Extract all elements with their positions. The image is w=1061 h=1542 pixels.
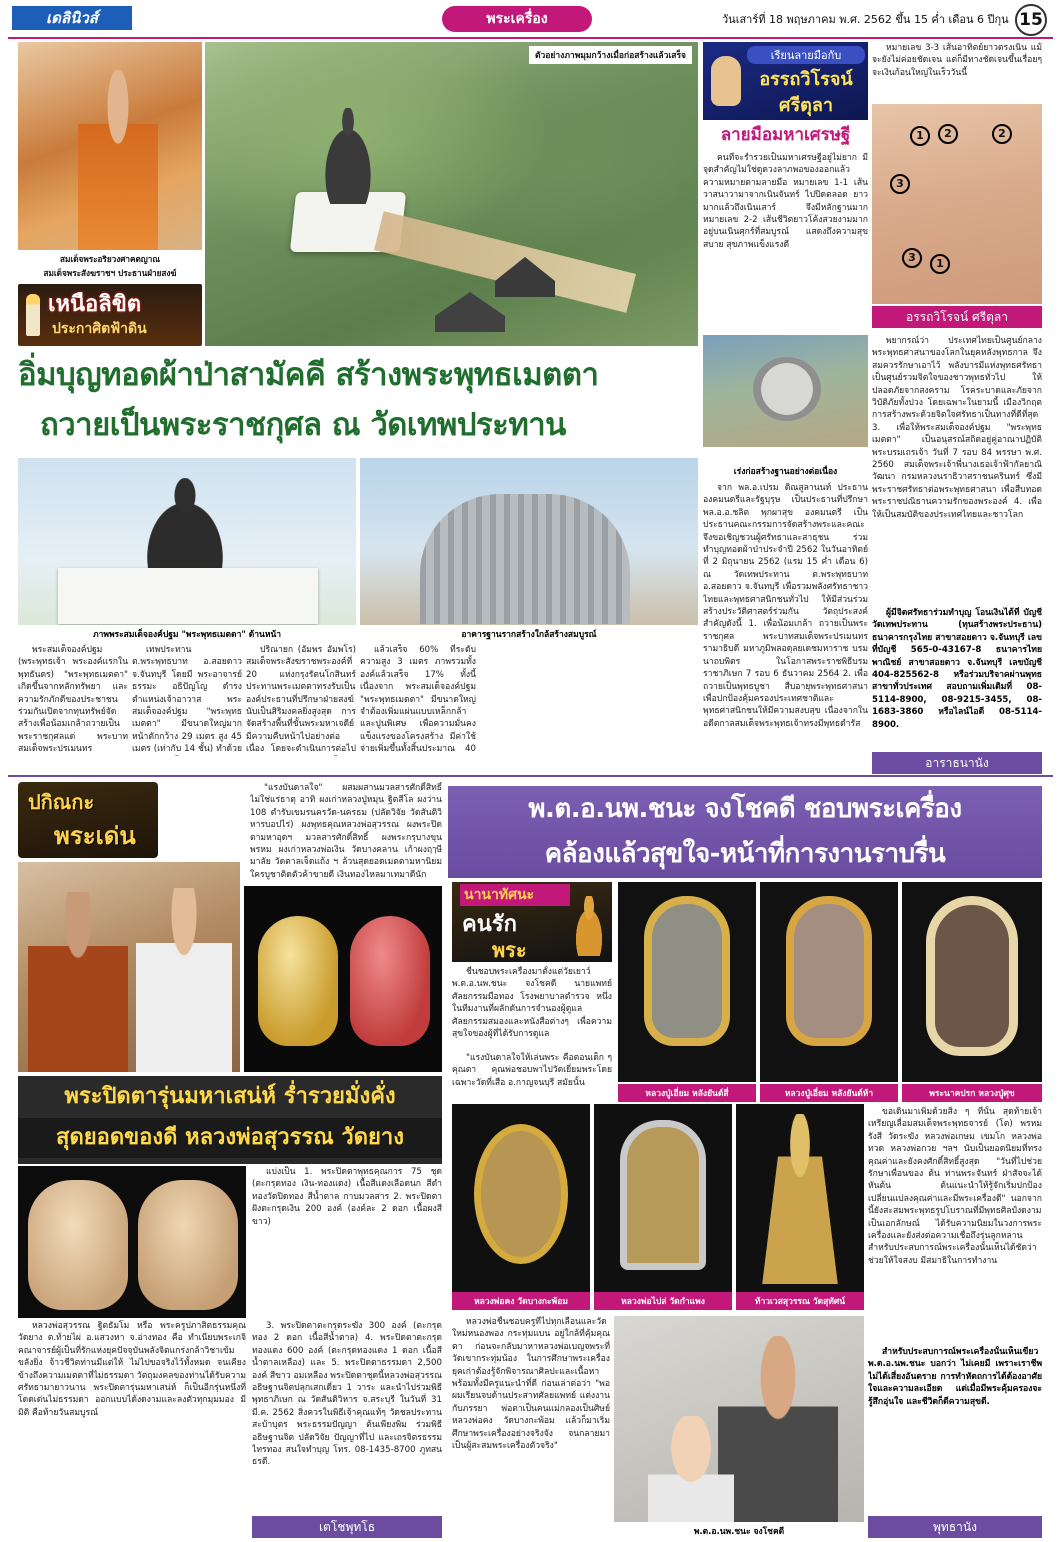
amulet-1 [644, 896, 730, 1046]
author-tag-aratananang: อาราธนานัง [872, 752, 1042, 774]
monk-figure [78, 70, 158, 250]
father-figure [718, 1336, 838, 1522]
amulet-photo-2 [760, 882, 898, 1082]
nanatatsana-line1: นานาทัศนะ [460, 884, 570, 906]
palm-marker-4: 1 [930, 254, 950, 274]
nanatatsana-line3: พระ [492, 938, 527, 962]
palm-column-logo [703, 42, 868, 120]
construction-aerial-caption: เร่งก่อสร้างฐานอย่างต่อเนื่อง [703, 462, 868, 480]
story-column-1: พระสมเด็จองค์ปฐม (พระพุทธเจ้า พระองค์แรกในพุทธันดร) "พระพุทธเมตตา" เกิดขึ้นจากหลักทรัพยา และความรักภักดีของประชาชน ร่วมกันเปิดจากทุนทรัพย์จัดสร้างเพื่อน้อมเกล้าถวายเป็นพระราชกุศลแด่ พระบาทสมเด็จพระปรเมนทร [18, 645, 128, 755]
construction-aerial-photo [703, 335, 868, 447]
author-tag-palm: อรรถวิโรจน์ ศรีตุลา [872, 306, 1042, 328]
amulet-caption-6: ท้าวเวสสุวรรณ วัดสุทัศน์ [736, 1292, 864, 1310]
candle-icon [26, 294, 40, 336]
dome [753, 357, 821, 421]
chana-quote: "แรงบันดาลใจให้เล่นพระ คือตอนเด็ก ๆ คุณตา คุณพ่อชอบพาไปวัดเยี่ยมพระโดยเฉพาะวัดที่เสือ อ.กาญจนบุรี สมัยนั้น [452, 1053, 612, 1088]
story-column-6: พยากรณ์ว่า ประเทศไทยเป็นศูนย์กลางพระพุทธศาสนาของโลกในยุคหลังพุทธกาล จึงสมควรรักษาเอาไว้ พลังบารมีแห่งพุทธศรัทธาเป็นศูนย์รวมจิตใจของชาวพุทธทั่วไป ให้ปลอดภัยจากสงคราม โรคระบาดและภัยจากวิบัติภัยทั้งปวง โดยเฉพาะในยามนี้ เมืองวิกฤต การสร้างพระด้วยจิตใจศรัทธาเป็นทางที่ดีที่สุด 3. เพื่อให้พระสมเด็จองค์ปฐม "พระพุทธเมตตา" เป็นอนุสรณ์สถิตอยู่คู่อาณาปฏิบัติพระบรมเถรเจ้า วันที่ 7 รอบ 84 พรรษา พ.ศ. 2560 สมเด็จพระเจ้าพี่นางเธอเจ้าฟ้ากัลยาณิวัฒนา กรมหลวงนราธิวาสราชนครินทร์ ซึ่งมีพระราชศรัทธาต่อพระพุทธศาสนา เพื่อสืบทอดพระราชปณิธานความรักของพระองค์ 4. เพื่อให้เป็นสมบัติของประเทศไทยและชาวโลก [872, 336, 1042, 520]
construction-photo [360, 458, 698, 642]
pidta-side-text: แบ่งเป็น 1. พระปิดตาพุทธคุณการ 75 ชุด (ตะกรุดทอง เงิน-ทองแดง) เนื้อสีแดงเลือดนก สีดำทองวัดปิดทอง สีน้ำตาล กาบมวลสาร 2. พระปิดตาฝังตะกรุดเงิน 200 องค์ (องค์ละ 2 ดอก เนื้อผงสีขาว) [252, 1167, 442, 1227]
pidta-body-2: 3. พระปิดตาตะกรุดระฆัง 300 องค์ (ตะกรุดทอง 2 ดอก เนื้อสีน้ำตาล) 4. พระปิดตาตะกรุดทองแดง 600 องค์ (ตะกรุดทองแดง 1 ดอก เนื้อสีน้ำตาลเหลือง) และ 5. พระปิดตาธรรมดา 2,500 องค์ สีขาว อมเหลือง พระปิดตาชุดนี้หลวงพ่อสุวรรณอธิษฐานจิตปลุกเสกเดี่ยว 1 วาระ และนำไปร่วมพิธีพุทธาภิเษก ณ วัดสันติวิหาร จ.สระบุรี ในวันที่ 31 มี.ค. 2562 สิ่งควรในพิธีเจ้าคุณแท้ๆ วัดชลประทาน สะบ้าบุตร พระธรรมปัญญา ต้นเพียงพิม ร่วมพิธีอธิษฐานจิต ปลัดวิจัย ปัญญาที่ไป และเถรจิตรธรรมไทรทอง สนใจทำบุญ โทร. 08-1435-8700 ภูทสนธรดี. [252, 1321, 442, 1468]
buddha-icon [570, 896, 608, 956]
pidta-body-1: หลวงพ่อสุวรรณ ฐิตธัมโม หรือ พระครูปภาสิตธรรมคุณ วัดยาง ต.ท้ายไผ่ อ.แสวงหา จ.อ่างทอง คือ ทำเนียบพระเกจิคณาจารย์ผู้เป็นที่รักแห่งยุคปัจจุบันพลังจิตแกร่งกล้าวิชาเข้มขลังยิ่ง จ้าวชีวิตท่านมีแต่ให้ ไม่ไปขอจริงไว้ทั้งหมด จนเคียงข้างถึงความเมตตาที่ไม่ธรรมดา วัตถุมงคลของท่านได้รับความศรัทธามายาวนาน พระปิดตารุ่นมหาเสน่ห์ ก็เป็นอีกรุ่นหนึ่งที่โดดเด่นไม่ธรรมดา ออกแบบได้งดงามและลงตัวทุกมุมมอง มีมิติ คือท้ายวันสมบูรณ์ [18, 1321, 246, 1418]
chana-headline-line1: พ.ต.อ.นพ.ชนะ จงโชคดี ชอบพระเครื่อง [528, 794, 962, 824]
story-column-3: ปริณายก (อัมพร อัมพโร) สมเด็จพระสังฆราชพระองค์ที่ 20 แห่งกรุงรัตนโกสินทร์ ประทานพระเมตตาทรงรับเป็นองค์ประธานที่ปรึกษาฝ่ายสงฆ์ นับเป็นสิริมงคลยิ่งสูงสุด การจัดสร้างพื้นที่ขั้นพระมหาเจดีย์ มีความคืบหน้าไปอย่างต่อเนื่อง โดยจะดำเนินการต่อไป [246, 645, 356, 755]
monk-with-man-photo [18, 862, 240, 1072]
amulet-5 [620, 1120, 706, 1270]
pidta-headline-line2: สุดยอดของดี หลวงพ่อสุวรรณ วัดยาง [18, 1118, 442, 1158]
pidta-amulets-photo [244, 886, 442, 1072]
author-tag-techobuddho: เตโชพุทโธ [252, 1516, 442, 1538]
column-logo-pakinaka [18, 782, 158, 858]
amulet-caption-1: หลวงปู่เอี่ยม หลังยันต์สี่ [618, 1084, 756, 1102]
buddha-front-photo [18, 458, 356, 642]
pidta-headline-line1: พระปิดตารุ่นมหาเสน่ห์ ร่ำรวยมั่งคั่ง [64, 1084, 396, 1109]
palm-marker-2: 2 [938, 124, 958, 144]
chana-body-right: ขอเดินมาเพิ่มด้วยสิ่ง ๆ ที่นั้น สุดท้ายเจ้าเหรียญเลื่อมสมเด็จพระพุทธจารย์ (โต) พรหมรังสี วัดระฆัง หลวงพ่อเกษม เขมโก หลวงพ่อทวด หลวงพ่อกวย ฯลฯ นับเป็นยอดนิยมที่ทรงคุณค่าและยังคงศักดิ์สิทธิ์สูงสุด "วันที่ไปช่วยรักษาเพื่อนของ ต้น ท่านพระจันทร์ ฝ่าสัจจะได้หันต้น ต้นแนะนำให้รู้จักเริ่มปกป้อง เปลี่ยนแปลงคุณค่าและมีพระเครื่องดี" นอกจากนี้ยังสะสมพระพุทธรูปโบราณที่มีพุทธศิลป์งดงามเป็นเอกลักษณ์ ได้รับความนิยมในวงการพระเครื่องและยังส่งต่อความเชื่อถึงรุ่นลูกหลาน สำหรับประสบการณ์พระเครื่องนั้นเห็นได้ชัดว่าช่วยให้ใจสงบ มีสมาธิในการทำงาน [868, 1107, 1042, 1266]
palm-photo [872, 104, 1042, 304]
palm-logo-line3: ศรีตุลา [779, 95, 833, 116]
page-number: 15 [1015, 4, 1047, 36]
chana-body-right-2: สำหรับประสบการณ์พระเครื่องนั้นเห็นเขียว พ.ต.อ.นพ.ชนะ บอกว่า ไม่เคยมี เพราะเราชีพไม่ได้เสี่ยงอันตราย การทำหัตถการได้ต้องอาศัยใจและความละเอียด แต่เมื่อมีพระคุ้มครองจะรู้สึกอุ่นใจ และชีวิตก็ดีความสุขดี. [868, 1347, 1042, 1407]
chana-body-bottom: หลวงพ่อชื่นชอบครูที่ไปทุกเลือนและวัดใหม่หนองพอง กระทุ่มแบน อยู่ใกล้ที่คุ้มคุณตา ก่อนจะกลับมาหาหลวงพ่อเบญจพระที่วัดเขากระทุ่มน้อง ในการศึกษาพระเครื่องยุคเก่าต้องรู้จักพิจารณาศิลปะและเนื้อหา พร้อมทั้งมีครูแนะนำที่ดี ก่อนเล่าต่อว่า "พอผมเรียนจบด้านประสาทศัลยแพทย์ แต่งงานกับภรรยา พ่อตาเป็นคนแม่กลองเป็นศิษย์หลวงพ่อคง วัดบางกะพ้อม แล้วก็มาเริ่มศึกษาพระเครื่องอย่างจริงจัง จนกลายมาเป็นผู้สะสมพระเครื่องตัวจริง" [452, 1317, 610, 1452]
bank-info: ผู้มีจิตศรัทธาร่วมทำบุญ โอนเงินได้ที่ บัญชี วัดเทพประทาน (ทุนสร้างพระประธาน) ธนาคารกรุงไทย สาขาสอยดาว จ.จันทบุรี เลขที่บัญชี 565-0-43167-8 ธนาคารไทยพาณิชย์ สาขาสอยดาว จ.จันทบุรี เลขบัญชี 404-825562-8 หรือร่วมบริจาคผ่านพุทธสาขาทั่วประเทศ สอบถามเพิ่มเติมที่ 08-5114-8900, 08-9215-3455, 08-1683-3860 หรือไลน์ไอดี 08-5114-8900. [872, 608, 1042, 730]
amulet-caption-4: หลวงพ่อคง วัดบางกะพ้อม [452, 1292, 590, 1310]
pakinaka-line2: พระเด่น [54, 822, 136, 850]
construction-caption: อาคารฐานรากสร้างใกล้สร้างสมบูรณ์ [360, 625, 698, 643]
palm-logo-line2: อรรถวิโรจน์ [759, 69, 853, 90]
header-rule [8, 37, 1053, 39]
nanatatsana-line2: คนรัก [462, 912, 517, 937]
section-title: พระเครื่อง [442, 6, 592, 32]
aerial-rendering-photo [205, 42, 698, 346]
story-headline [18, 350, 700, 456]
garden-path [374, 211, 636, 313]
white-building [58, 568, 318, 624]
monk-caption: สมเด็จพระอริยวงศาคตญาณ สมเด็จพระสังฆราชฯ ประธานฝ่ายสงฆ์ [43, 254, 177, 278]
palm-marker-5: 2 [992, 124, 1012, 144]
palm-title: ลายมือมหาเศรษฐี [720, 125, 851, 145]
story-column-5: จาก พล.อ.เปรม ติณสูลานนท์ ประธานองคมนตรีและรัฐบุรุษ เป็นประธานที่ปรึกษา พล.อ.อ.ชลิต พุกผาสุข องคมนตรี เป็นประธานคณะกรรมการจัดสร้างพระและคณะ จึงขอเชิญชวนผู้ศรัทธาและสาธุชน ร่วมทำบุญทอดผ้าป่าประจำปี 2562 ในวันอาทิตย์ที่ 2 มิถุนายน 2562 (แรม 15 ค่ำ เดือน 6) ณ วัดเทพประทาน ต.พระพุทธบาท อ.สอยดาว จ.จันทบุรี เพื่อรวมพลังศรัทธาชาวไทยและพุทธศาสนิกชนทั่วไป ให้มีส่วนร่วมสร้างประวัติศาสตร์ร่วมกัน วัตถุประสงค์สำคัญดังนี้ 1. เพื่อน้อมเกล้า ถวายเป็นพระราชกุศล พระบาทสมเด็จพระปรเมนทรรามาธิบดี มหาภูมิพลอดุลยเดชมหาราช บรมนาถบพิตร ในโอกาสพระราชพิธีบรมราชาภิเษก 7 รอบ 6 ธันวาคม 2564 2. เพื่อถวายเป็นพุทธบูชา สืบอายุพระพุทธศาสนา เพื่อปกป้องคุ้มครองประเทศชาติและพุทธศาสนิกชนให้มีความสงบสุข เนื่องจากในอดีตกาลสมเด็จพระพุทธเจ้าทรงมีพุทธดำรัส [703, 483, 868, 729]
palm-logo-line1: เรียนลายมือกับ [747, 46, 865, 64]
man-shirt [136, 888, 232, 1072]
amulet-4 [474, 1124, 568, 1264]
newspaper-logo: เดลินิวส์ [12, 6, 132, 30]
author-tag-buddhanang: พุทธานัง [868, 1516, 1042, 1538]
baby-figure [648, 1416, 734, 1522]
pidta-back [138, 1180, 238, 1310]
gold-amulet [258, 916, 338, 1046]
red-amulet [350, 916, 430, 1046]
headline-line2: ถวายเป็นพระราชกุศล ณ วัดเทพประทาน [40, 407, 566, 443]
chana-family-photo [614, 1316, 864, 1522]
structure [420, 494, 630, 624]
pidta-front [28, 1180, 128, 1310]
amulet-photo-3 [902, 882, 1042, 1082]
column-logo-line2: ประกาศิตฟ้าดิน [52, 321, 147, 337]
palm-body: คนที่จะร่ำรวยเป็นมหาเศรษฐีอยู่ไม่ยาก มีจุดสำคัญไม่ใช่ดูดวงลาภพอของออกแล้ว ความหมายตามลายมือ หมายเลข 1-1 เส้นวาสนาวามาจากเนินจันทร์ ไปปิดตลอด ยาวมากแล้วถึงเนินเสาร์ จึงมีหลักฐานมาก หมายเลข 2-2 เส้นชีวิตยาวโค้งสวยงามมาก อยู่บนเนินศุกร์ที่สมบูรณ์ แสดงถึงความสุขสบาย สุขภาพแข็งแรงดี [703, 153, 868, 250]
pidta-closeup-photo [18, 1166, 246, 1318]
monk-robe [28, 892, 128, 1072]
pavilion-roof-2 [435, 292, 505, 332]
buddha-front-caption: ภาพพระสมเด็จองค์ปฐม "พระพุทธเมตตา" ด้านหน้า [18, 625, 356, 643]
chana-photo-caption: พ.ต.อ.นพ.ชนะ จงโชคดี [614, 1522, 864, 1540]
story-column-4: แล้วเสร็จ 60% ที่ระดับความสูง 3 เมตร ภาพรวมทั้งองค์แล้วเสร็จ 17% ทั้งนี้เนื่องจาก พระสมเด็จองค์ปฐม "พระพุทธเมตตา" มีขนาดใหญ่ จำต้องเพิ่มแผ่นแบบเหล็กกล้าและปูนพิเศษ เพื่อความมั่นคงแข็งแรงของโครงสร้าง มีค่าใช้จ่ายเพิ่มขึ้นทั้งสิ้นประมาณ 40 [360, 645, 476, 755]
amulet-caption-3: พระนาคปรก หลวงปู่ศุข [902, 1084, 1042, 1102]
pakinaka-intro: "แรงบันดาลใจ" ผสมผสานมวลสารศักดิ์สิทธิ์ไม่ใช่แร่ธาตุ อาทิ ผงเก่าหลวงปู่หมุน ฐิตสีโล ผงว่าน 108 ตำรับเขมรนครวัด-นครธม (ปลัดวิจัย วัดสันติวิหารบอปไร่) ผงพุทธคุณหลวงพ่อสุวรรณ ผงพระปิดตามหาอุดฯ มวลสารศักดิ์สิทธิ์ ผงพระกรุบางขุนพรหม ผงเก่าหลวงพ่อเงิน วัดบางคลาน เก้าผงฤๅษีมาลัย วัดตาลเจ็ดแถ้ง ฯ ล้วนสุดยอดเมตตามหานิยม ใครบูชาติดตัวค้าขายดี เงินทองไหลมาเทมาดีนัก [250, 783, 442, 880]
amulet-photo-5 [594, 1104, 732, 1294]
amulet-3 [926, 896, 1018, 1056]
hand-icon [711, 56, 741, 106]
column-logo-nuealikhit [18, 284, 202, 346]
headline-line1: อิ่มบุญทอดผ้าป่าสามัคคี สร้างพระพุทธเมตตา [18, 357, 599, 393]
pakinaka-line1: ปกิณกะ [28, 790, 95, 814]
section-divider [8, 775, 1053, 777]
amulet-caption-2: หลวงปู่เอี่ยม หลังยันต์ห้า [760, 1084, 898, 1102]
amulet-photo-6 [736, 1104, 864, 1294]
chana-intro: ชื่นชอบพระเครื่องมาตั้งแต่วัยเยาว์ พ.ต.อ.นพ.ชนะ จงโชคดี นายแพทย์ศัลยกรรมมือทอง โรงพยาบาลตำรวจ หนึ่งในทีมงานที่ผลักดันการจำนองผู้ดูแลศัลยกรรมสมองและหนังสือต่างๆ เพื่อความสุขใจของผู้ที่ได้รับการดูแล [452, 967, 612, 1040]
chana-headline-line2: คล้องแล้วสุขใจ-หน้าที่การงานราบรื่น [544, 839, 946, 869]
issue-date: วันเสาร์ที่ 18 พฤษภาคม พ.ศ. 2562 ขึ้น 15 ค่ำ เดือน 6 ปีกุน [722, 13, 1009, 26]
amulet-6 [758, 1114, 842, 1284]
page-header [0, 0, 1061, 38]
amulet-photo-1 [618, 882, 756, 1082]
chana-headline [448, 786, 1042, 878]
palm-marker-6: 3 [890, 174, 910, 194]
amulet-photo-4 [452, 1104, 590, 1294]
amulet-2 [786, 896, 872, 1046]
palm-marker-3: 3 [902, 248, 922, 268]
story-column-2: เทพประทาน ต.พระพุทธบาท อ.สอยดาว จ.จันทบุรี โดยมี พระอาจารย์ธรรมะ อธิปัญโญ ดำรงตำแหน่งเจ้าอาวาส พระสมเด็จองค์ปฐม "พระพุทธเมตตา" มีขนาดใหญ่มาก หน้าตักกว้าง 29 เมตร สูง 45 เมตร (เท่ากับ 14 ชั้น) ทำด้วย [132, 645, 242, 755]
monk-photo [18, 42, 202, 250]
column-logo-nanatatsana [452, 882, 612, 962]
buddha-statue [315, 108, 381, 204]
column-logo-line1: เหนือลิขิต [48, 292, 142, 317]
palm-body-2: หมายเลข 3-3 เส้นอาทิตย์ยาวตรงเนิน แม้จะยังไม่ค่อยชัดเจน แต่ก็มีทางชัดเจนขึ้นเรื่อยๆ จะเงินก้อนใหญ่ในเร็ววันนี้ [872, 43, 1042, 78]
amulet-caption-5: หลวงพ่อไปล่ วัดกำแพง [594, 1292, 732, 1310]
palm-marker-1: 1 [910, 126, 930, 146]
caption-box: ตัวอย่างภาพมุมกว้างเมื่อก่อสร้างแล้วเสร็จ [529, 46, 692, 64]
pidta-headline [18, 1076, 442, 1164]
